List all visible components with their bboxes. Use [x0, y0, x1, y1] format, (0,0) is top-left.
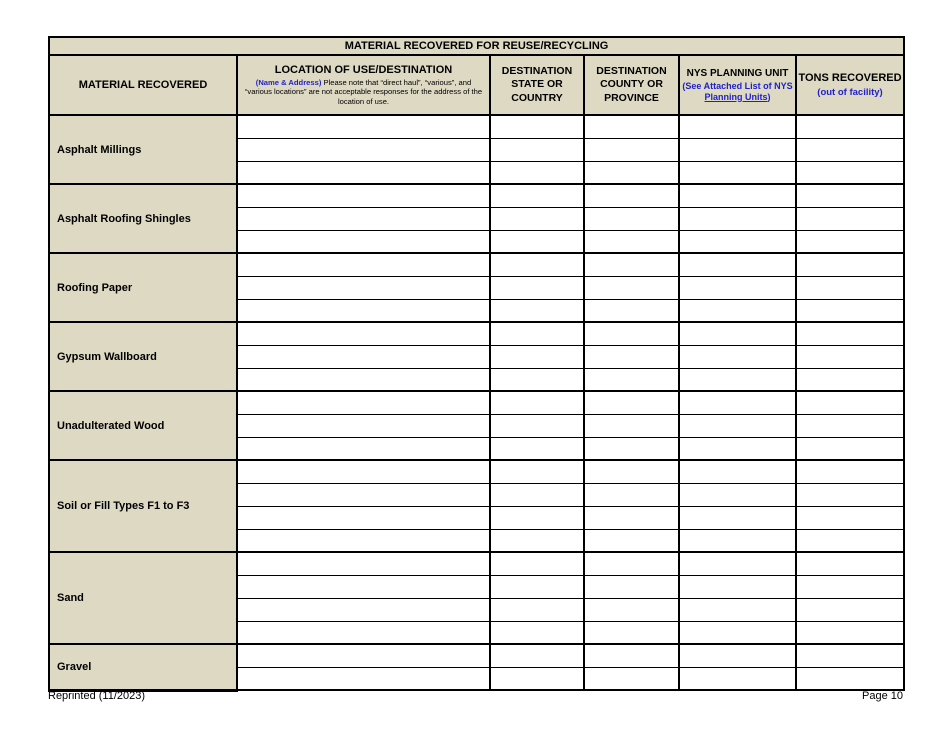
col-header-nys-unit	[679, 55, 796, 115]
entry-cell[interactable]	[490, 253, 584, 276]
entry-cell[interactable]	[584, 621, 679, 644]
entry-cell[interactable]	[796, 161, 904, 184]
entry-cell[interactable]	[490, 184, 584, 207]
table-body	[49, 115, 904, 690]
entry-cell[interactable]	[796, 621, 904, 644]
entry-cell[interactable]	[679, 299, 796, 322]
entry-cell[interactable]	[237, 575, 490, 598]
entry-cell[interactable]	[490, 115, 584, 138]
nys-unit-title: NYS PLANNING UNIT	[686, 67, 789, 79]
footer-reprinted: Reprinted (11/2023)	[48, 690, 146, 702]
entry-cell[interactable]	[584, 322, 679, 345]
entry-cell[interactable]	[679, 644, 796, 667]
entry-cell[interactable]	[796, 230, 904, 253]
entry-cell[interactable]	[679, 460, 796, 483]
entry-cell[interactable]	[679, 621, 796, 644]
entry-cell[interactable]	[584, 161, 679, 184]
entry-cell[interactable]	[237, 115, 490, 138]
entry-cell[interactable]	[679, 230, 796, 253]
entry-cell[interactable]	[237, 253, 490, 276]
entry-cell[interactable]	[796, 414, 904, 437]
entry-cell[interactable]	[237, 621, 490, 644]
tons-header-title: TONS RECOVERED	[798, 71, 902, 84]
entry-cell[interactable]	[679, 322, 796, 345]
entry-cell[interactable]	[490, 667, 584, 690]
entry-cell[interactable]	[490, 161, 584, 184]
entry-cell[interactable]	[679, 506, 796, 529]
table-row	[49, 391, 904, 414]
entry-cell[interactable]	[237, 276, 490, 299]
entry-cell[interactable]	[237, 460, 490, 483]
page-footer	[48, 690, 903, 702]
material-recovered-table	[48, 36, 905, 692]
entry-cell[interactable]	[679, 483, 796, 506]
entry-cell[interactable]	[796, 184, 904, 207]
entry-cell[interactable]	[796, 506, 904, 529]
entry-cell[interactable]	[237, 345, 490, 368]
entry-cell[interactable]	[796, 575, 904, 598]
entry-cell[interactable]	[237, 391, 490, 414]
entry-cell[interactable]	[796, 322, 904, 345]
entry-cell[interactable]	[679, 138, 796, 161]
entry-cell[interactable]	[490, 345, 584, 368]
entry-cell[interactable]	[679, 184, 796, 207]
entry-cell[interactable]	[490, 460, 584, 483]
entry-cell[interactable]	[237, 230, 490, 253]
entry-cell[interactable]	[490, 506, 584, 529]
entry-cell[interactable]	[796, 529, 904, 552]
entry-cell[interactable]	[679, 552, 796, 575]
entry-cell[interactable]	[237, 437, 490, 460]
location-header-title: LOCATION OF USE/DESTINATION	[274, 63, 453, 76]
material-label: Sand	[49, 552, 237, 644]
table-row	[49, 460, 904, 483]
entry-cell[interactable]	[679, 667, 796, 690]
entry-cell[interactable]	[679, 391, 796, 414]
column-header-row	[49, 55, 904, 115]
table-row	[49, 253, 904, 276]
table-row	[49, 322, 904, 345]
entry-cell[interactable]	[796, 483, 904, 506]
entry-cell[interactable]	[796, 253, 904, 276]
entry-cell[interactable]	[490, 598, 584, 621]
entry-cell[interactable]	[584, 345, 679, 368]
entry-cell[interactable]	[796, 138, 904, 161]
entry-cell[interactable]	[237, 322, 490, 345]
entry-cell[interactable]	[584, 644, 679, 667]
entry-cell[interactable]	[679, 437, 796, 460]
entry-cell[interactable]	[490, 621, 584, 644]
location-header-note	[239, 78, 488, 106]
entry-cell[interactable]	[679, 345, 796, 368]
entry-cell[interactable]	[584, 575, 679, 598]
entry-cell[interactable]	[796, 115, 904, 138]
col-header-material: MATERIAL RECOVERED	[49, 55, 237, 115]
entry-cell[interactable]	[490, 529, 584, 552]
entry-cell[interactable]	[584, 299, 679, 322]
entry-cell[interactable]	[584, 276, 679, 299]
entry-cell[interactable]	[584, 437, 679, 460]
entry-cell[interactable]	[237, 414, 490, 437]
entry-cell[interactable]	[237, 644, 490, 667]
table-row	[49, 184, 904, 207]
entry-cell[interactable]	[490, 138, 584, 161]
entry-cell[interactable]	[490, 368, 584, 391]
entry-cell[interactable]	[679, 598, 796, 621]
entry-cell[interactable]	[796, 460, 904, 483]
entry-cell[interactable]	[796, 207, 904, 230]
entry-cell[interactable]	[796, 598, 904, 621]
entry-cell[interactable]	[584, 391, 679, 414]
entry-cell[interactable]	[584, 460, 679, 483]
entry-cell[interactable]	[584, 529, 679, 552]
entry-cell[interactable]	[679, 253, 796, 276]
material-label: Gypsum Wallboard	[49, 322, 237, 391]
entry-cell[interactable]	[679, 276, 796, 299]
entry-cell[interactable]	[237, 529, 490, 552]
table-row	[49, 115, 904, 138]
table-row	[49, 644, 904, 667]
entry-cell[interactable]	[490, 552, 584, 575]
entry-cell[interactable]	[796, 276, 904, 299]
entry-cell[interactable]	[796, 437, 904, 460]
entry-cell[interactable]	[679, 368, 796, 391]
entry-cell[interactable]	[490, 276, 584, 299]
entry-cell[interactable]	[584, 552, 679, 575]
col-header-dest-county: DESTINATION COUNTY OR PROVINCE	[584, 55, 679, 115]
entry-cell[interactable]	[237, 299, 490, 322]
entry-cell[interactable]	[237, 368, 490, 391]
entry-cell[interactable]	[584, 598, 679, 621]
entry-cell[interactable]	[237, 184, 490, 207]
material-label: Gravel	[49, 644, 237, 690]
entry-cell[interactable]	[490, 207, 584, 230]
nys-note-post: )	[767, 91, 771, 102]
col-header-location	[237, 55, 490, 115]
entry-cell[interactable]	[490, 437, 584, 460]
entry-cell[interactable]	[237, 161, 490, 184]
entry-cell[interactable]	[237, 483, 490, 506]
entry-cell[interactable]	[679, 575, 796, 598]
material-label: Unadulterated Wood	[49, 391, 237, 460]
entry-cell[interactable]	[584, 667, 679, 690]
entry-cell[interactable]	[679, 207, 796, 230]
col-header-dest-state: DESTINATION STATE OR COUNTRY	[490, 55, 584, 115]
tons-header-sub: (out of facility)	[817, 87, 883, 99]
planning-units-link[interactable]: Planning Units	[704, 91, 768, 102]
entry-cell[interactable]	[584, 506, 679, 529]
entry-cell[interactable]	[490, 230, 584, 253]
entry-cell[interactable]	[490, 575, 584, 598]
entry-cell[interactable]	[679, 115, 796, 138]
material-label: Asphalt Millings	[49, 115, 237, 184]
table-row	[49, 552, 904, 575]
material-label: Roofing Paper	[49, 253, 237, 322]
entry-cell[interactable]	[584, 368, 679, 391]
entry-cell[interactable]	[584, 253, 679, 276]
entry-cell[interactable]	[584, 483, 679, 506]
entry-cell[interactable]	[490, 322, 584, 345]
entry-cell[interactable]	[584, 115, 679, 138]
entry-cell[interactable]	[796, 299, 904, 322]
entry-cell[interactable]	[490, 391, 584, 414]
material-label: Asphalt Roofing Shingles	[49, 184, 237, 253]
entry-cell[interactable]	[490, 414, 584, 437]
entry-cell[interactable]	[237, 207, 490, 230]
entry-cell[interactable]	[490, 483, 584, 506]
entry-cell[interactable]	[796, 391, 904, 414]
entry-cell[interactable]	[679, 529, 796, 552]
entry-cell[interactable]	[490, 644, 584, 667]
entry-cell[interactable]	[679, 161, 796, 184]
col-header-tons	[796, 55, 904, 115]
nys-note-pre: (See Attached List of NYS	[682, 80, 793, 91]
entry-cell[interactable]	[796, 552, 904, 575]
table-title-row	[49, 37, 904, 55]
entry-cell[interactable]	[237, 667, 490, 690]
entry-cell[interactable]	[584, 230, 679, 253]
entry-cell[interactable]	[490, 299, 584, 322]
entry-cell[interactable]	[796, 368, 904, 391]
entry-cell[interactable]	[796, 644, 904, 667]
location-note-lead: (Name & Address)	[255, 77, 322, 87]
entry-cell[interactable]	[584, 184, 679, 207]
entry-cell[interactable]	[584, 138, 679, 161]
footer-page-number: Page 10	[862, 690, 903, 702]
entry-cell[interactable]	[796, 667, 904, 690]
location-note-rest: Please note that “direct haul”, “various”, and “various locations” are not acceptable responses for the address of the location of use.	[244, 77, 483, 106]
entry-cell[interactable]	[237, 552, 490, 575]
entry-cell[interactable]	[796, 345, 904, 368]
entry-cell[interactable]	[679, 414, 796, 437]
entry-cell[interactable]	[237, 598, 490, 621]
material-label: Soil or Fill Types F1 to F3	[49, 460, 237, 552]
table-title: MATERIAL RECOVERED FOR REUSE/RECYCLING	[49, 37, 904, 55]
entry-cell[interactable]	[584, 207, 679, 230]
entry-cell[interactable]	[584, 414, 679, 437]
nys-unit-note	[681, 81, 794, 103]
entry-cell[interactable]	[237, 506, 490, 529]
entry-cell[interactable]	[237, 138, 490, 161]
